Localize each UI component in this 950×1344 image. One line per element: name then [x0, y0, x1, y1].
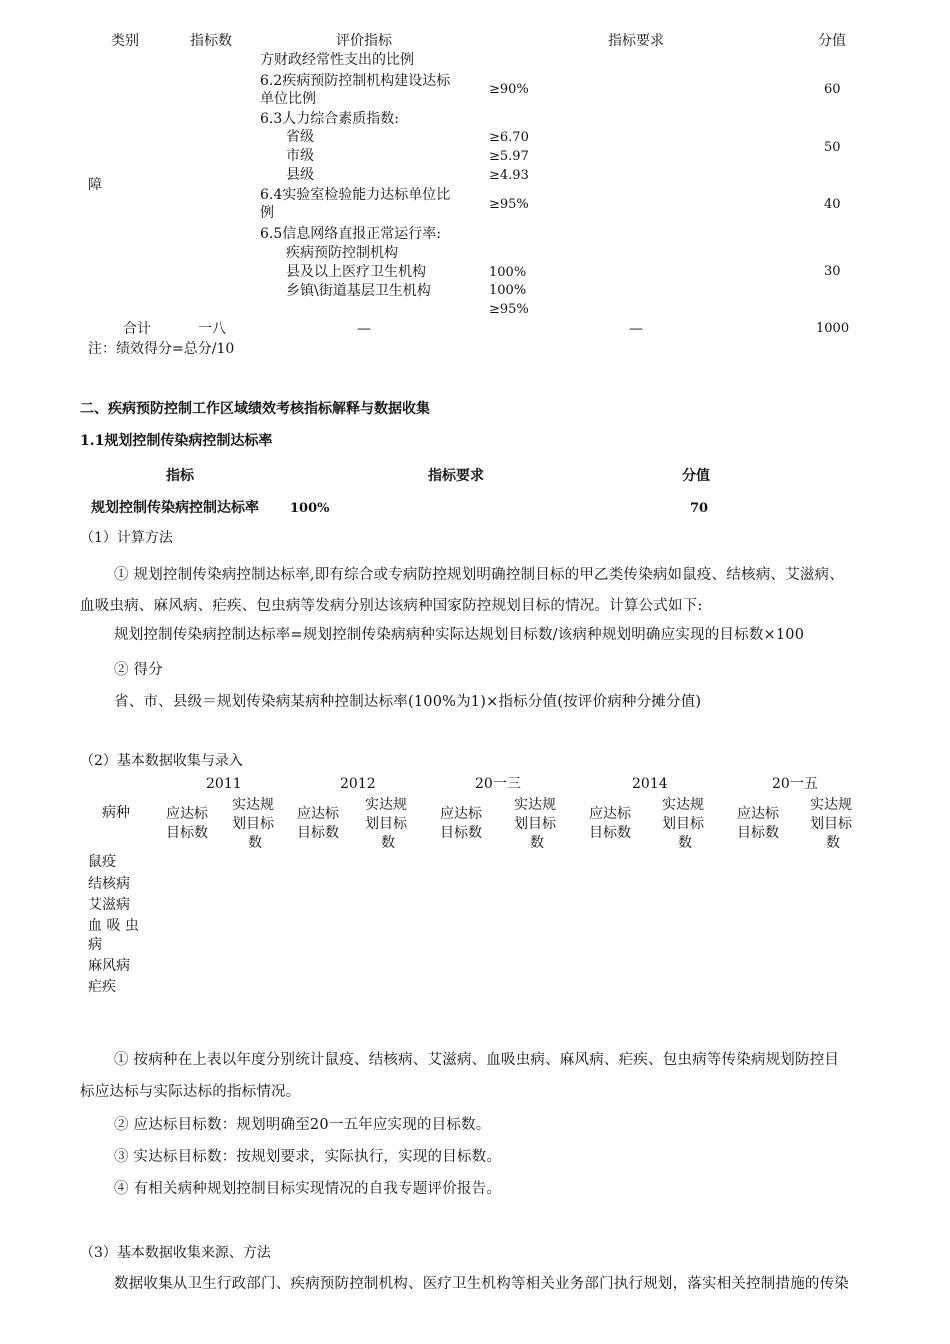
disease-header: 病种 — [102, 805, 130, 821]
actual-header: 实达规 — [232, 797, 274, 813]
actual-header: 划目标 — [365, 816, 407, 832]
mini-header-indicator: 指标 — [166, 468, 194, 484]
indicator-cell: 单位比例 — [260, 91, 316, 107]
mini-header-requirement: 指标要求 — [428, 468, 484, 484]
disease-row: 鼠疫 — [88, 854, 116, 870]
mini-header-score: 分值 — [682, 468, 710, 484]
note-paragraph-line: ① 按病种在上表以年度分别统计鼠疫、结核病、艾滋病、血吸虫病、麻风病、疟疾、包虫病等传染病规划防控目 — [114, 1052, 840, 1068]
indicator-cell: 省级 — [286, 129, 314, 145]
total-count: 一八 — [198, 321, 226, 337]
note-paragraph: ③ 实达标目标数：按规划要求，实际执行，实现的目标数。 — [114, 1149, 502, 1165]
score-cell: 50 — [824, 140, 841, 155]
target-header: 目标数 — [297, 825, 339, 841]
calc-formula: 规划控制传染病控制达标率=规划控制传染病病种实际达规划目标数/该病种规划明确应实现的目标数×100 — [114, 627, 805, 643]
total-score: 1000 — [816, 321, 850, 336]
disease-row: 疟疾 — [88, 979, 116, 995]
header-category: 类别 — [111, 33, 139, 49]
year-header: 20一五 — [772, 776, 818, 792]
actual-header: 实达规 — [514, 797, 556, 813]
disease-row: 麻风病 — [88, 958, 130, 974]
indicator-cell: 乡镇\街道基层卫生机构 — [286, 283, 431, 299]
score-cell: 60 — [824, 82, 841, 97]
score-title: ② 得分 — [114, 662, 163, 678]
target-header: 目标数 — [166, 825, 208, 841]
indicator-cell: 县级 — [286, 167, 314, 183]
requirement-cell: ≥6.70 — [489, 130, 529, 145]
total-label: 合计 — [123, 321, 151, 337]
disease-row: 艾滋病 — [88, 897, 130, 913]
score-cell: 30 — [824, 264, 841, 279]
indicator-cell: 例 — [260, 205, 274, 221]
indicator-cell: 方财政经常性支出的比例 — [260, 52, 414, 68]
target-header: 应达标 — [297, 806, 339, 822]
indicator-cell: 县及以上医疗卫生机构 — [286, 264, 426, 280]
header-indicator: 评价指标 — [336, 33, 392, 49]
actual-header: 数 — [678, 835, 692, 851]
actual-header: 划目标 — [514, 816, 556, 832]
header-score: 分值 — [818, 33, 846, 49]
indicator-cell: 市级 — [286, 148, 314, 164]
actual-header: 实达规 — [365, 797, 407, 813]
requirement-cell: ≥95% — [489, 302, 529, 317]
target-header: 应达标 — [440, 806, 482, 822]
mini-cell-requirement: 100% — [290, 501, 330, 516]
data-collection-title: （2）基本数据收集与录入 — [80, 753, 243, 769]
requirement-cell: ≥90% — [489, 82, 529, 97]
total-indicator: — — [357, 321, 371, 337]
source-title: （3）基本数据收集来源、方法 — [80, 1245, 271, 1261]
calc-method-title: （1）计算方法 — [80, 530, 173, 546]
disease-row: 病 — [88, 937, 102, 953]
note-paragraph: ④ 有相关病种规划控制目标实现情况的自我专题评价报告。 — [114, 1181, 502, 1197]
year-header: 20一三 — [475, 776, 521, 792]
actual-header: 划目标 — [662, 816, 704, 832]
mini-cell-indicator: 规划控制传染病控制达标率 — [91, 500, 259, 516]
requirement-cell: 100% — [489, 265, 527, 280]
indicator-cell: 6.5信息网络直报正常运行率: — [260, 226, 441, 242]
target-header: 应达标 — [166, 806, 208, 822]
target-header: 应达标 — [737, 806, 779, 822]
actual-header: 划目标 — [232, 816, 274, 832]
indicator-cell: 疾病预防控制机构 — [286, 245, 398, 261]
calc-paragraph-line: 血吸虫病、麻风病、疟疾、包虫病等发病分别达该病种国家防控规划目标的情况。计算公式如下: — [80, 598, 703, 614]
mini-cell-score: 70 — [690, 501, 709, 516]
section-title: 二、疾病预防控制工作区域绩效考核指标解释与数据收集 — [80, 401, 430, 417]
target-header: 目标数 — [589, 825, 631, 841]
note-paragraph-line: 标应达标与实际达标的指标情况。 — [80, 1084, 301, 1100]
target-header: 目标数 — [737, 825, 779, 841]
actual-header: 实达规 — [810, 797, 852, 813]
header-requirement: 指标要求 — [608, 33, 664, 49]
actual-header: 数 — [530, 835, 544, 851]
year-header: 2012 — [340, 776, 376, 792]
subsection-title: 1.1规划控制传染病控制达标率 — [80, 433, 273, 449]
indicator-cell: 6.4实验室检验能力达标单位比 — [260, 187, 451, 203]
table-note: 注：绩效得分=总分/10 — [88, 341, 235, 357]
header-count: 指标数 — [190, 33, 232, 49]
actual-header: 数 — [248, 835, 262, 851]
disease-row: 结核病 — [88, 876, 130, 892]
score-text: 省、市、县级＝规划传染病某病种控制达标率(100%为1)×指标分值(按评价病种分摊分值) — [114, 694, 702, 710]
indicator-cell: 6.3人力综合素质指数: — [260, 111, 399, 127]
score-cell: 40 — [824, 197, 841, 212]
note-paragraph: ② 应达标目标数：规划明确至20一五年应实现的目标数。 — [114, 1117, 491, 1133]
requirement-cell: ≥4.93 — [489, 168, 529, 183]
target-header: 目标数 — [440, 825, 482, 841]
actual-header: 数 — [826, 835, 840, 851]
source-text: 数据收集从卫生行政部门、疾病预防控制机构、医疗卫生机构等相关业务部门执行规划，落实相关控制措施的传染 — [114, 1276, 849, 1292]
actual-header: 实达规 — [662, 797, 704, 813]
requirement-cell: ≥5.97 — [489, 149, 529, 164]
actual-header: 划目标 — [810, 816, 852, 832]
actual-header: 数 — [381, 835, 395, 851]
target-header: 应达标 — [589, 806, 631, 822]
total-requirement: — — [629, 321, 643, 337]
year-header: 2014 — [632, 776, 668, 792]
year-header: 2011 — [206, 776, 242, 792]
category-cell: 障 — [88, 177, 102, 193]
requirement-cell: ≥95% — [489, 197, 529, 212]
calc-paragraph-line: ① 规划控制传染病控制达标率,即有综合或专病防控规划明确控制目标的甲乙类传染病如鼠疫、结核病、艾滋病、 — [114, 567, 844, 583]
disease-row: 血 吸 虫 — [88, 918, 139, 934]
indicator-cell: 6.2疾病预防控制机构建设达标 — [260, 73, 451, 89]
requirement-cell: 100% — [489, 283, 527, 298]
